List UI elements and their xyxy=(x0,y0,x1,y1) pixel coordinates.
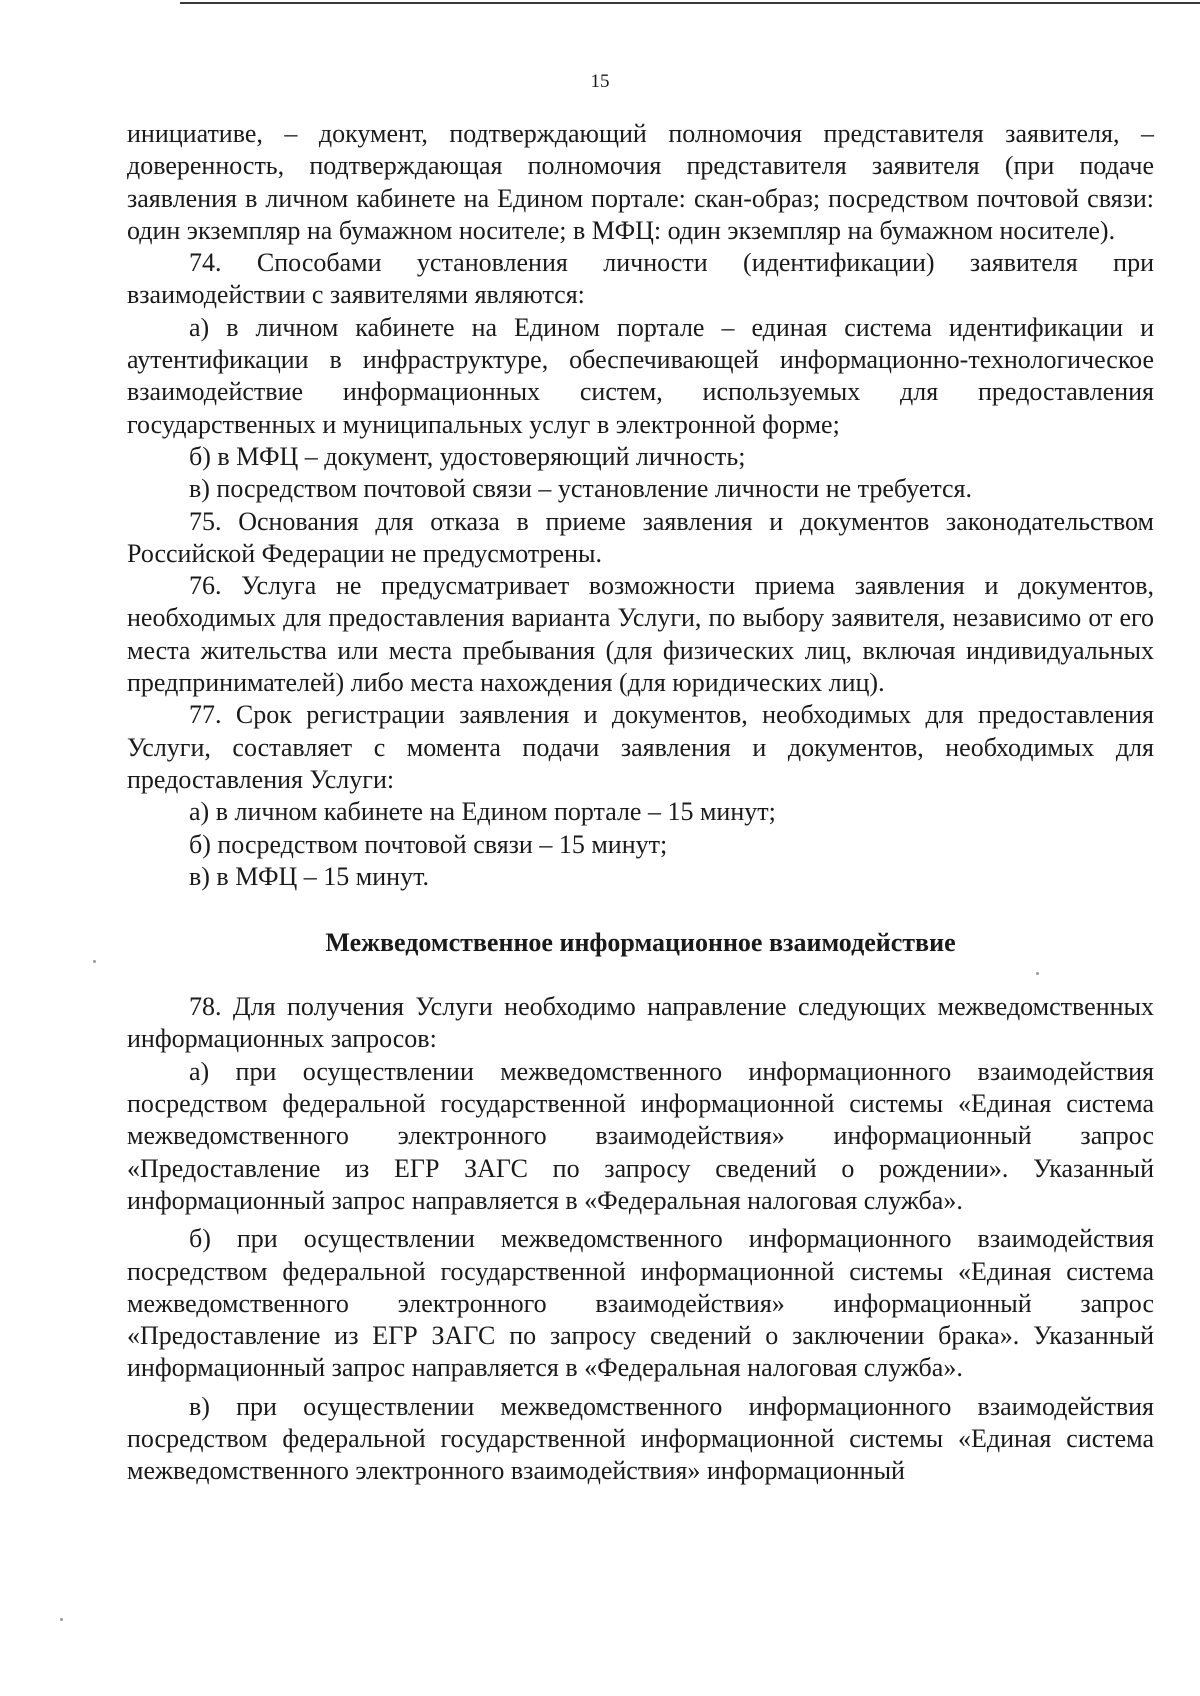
paragraph-77-v: в) в МФЦ – 15 минут. xyxy=(189,861,429,891)
paragraph-74-v: в) посредством почтовой связи – установление личности не требуется. xyxy=(189,474,973,504)
paragraph-77: 77. Срок регистрации заявления и документов, необходимых для предоставления Услуги, составляет с момента подачи заявления и документов, необходимых для предоставления Услуги: xyxy=(127,700,1154,794)
section-heading: Межведомственное информационное взаимодействие xyxy=(325,928,956,958)
page-number: 15 xyxy=(590,71,610,92)
scan-speck xyxy=(60,1618,63,1621)
document-body xyxy=(127,118,1154,1488)
paragraph-77-a: а) в личном кабинете на Едином портале – 15 минут; xyxy=(189,797,776,827)
scan-speck xyxy=(1036,972,1039,975)
paragraph-78-a: а) при осуществлении межведомственного информационного взаимодействия посредством федеральной государственной информационной системы «Единая система межведомственного электронного взаимодействия» информационный запрос «Предоставление из ЕГР ЗАГС по запросу сведений о рождении». Указанный информационный запрос направляется в «Федеральная налоговая служба». xyxy=(127,1056,1154,1215)
paragraph-74-a: а) в личном кабинете на Едином портале – единая система идентификации и аутентификации в инфраструктуре, обеспечивающей информационно-технологическое взаимодействие информационных систем, используемых для предоставления государственных и муниципальных услуг в электронной форме; xyxy=(127,312,1154,439)
paragraph-74: 74. Способами установления личности (идентификации) заявителя при взаимодействии с заявителями являются: xyxy=(127,248,1154,310)
paragraph-74-b: б) в МФЦ – документ, удостоверяющий личность; xyxy=(189,441,746,471)
paragraph-77-b: б) посредством почтовой связи – 15 минут; xyxy=(189,829,668,859)
scan-speck xyxy=(93,960,96,963)
paragraph-76: 76. Услуга не предусматривает возможности приема заявления и документов, необходимых для предоставления варианта Услуги, по выбору заявителя, независимо от его места жительства или места пребывания (для физических лиц, включая индивидуальных предпринимателей) либо места нахождения (для юридических лиц). xyxy=(127,571,1154,698)
paragraph-78: 78. Для получения Услуги необходимо направление следующих межведомственных информационных запросов: xyxy=(127,992,1154,1054)
paragraph-78-b: б) при осуществлении межведомственного информационного взаимодействия посредством федеральной государственной информационной системы «Единая система межведомственного электронного взаимодействия» информационный запрос «Предоставление из ЕГР ЗАГС по запросу сведений о заключении брака». Указанный информационный запрос направляется в «Федеральная налоговая служба». xyxy=(127,1224,1154,1383)
scan-top-edge-line xyxy=(180,2,1200,4)
paragraph-78-v: в) при осуществлении межведомственного информационного взаимодействия посредством федеральной государственной информационной системы «Единая система межведомственного электронного взаимодействия» информационный xyxy=(127,1391,1154,1486)
paragraph-75: 75. Основания для отказа в приеме заявления и документов законодательством Российской Федерации не предусмотрены. xyxy=(127,506,1154,568)
paragraph-continuation: инициативе, – документ, подтверждающий полномочия представителя заявителя, – доверенность, подтверждающая полномочия представителя заявителя (при подаче заявления в личном кабинете на Едином портале: скан-образ; посредством почтовой связи: один экземпляр на бумажном носителе; в МФЦ: один экземпляр на бумажном носителе). xyxy=(127,119,1154,245)
